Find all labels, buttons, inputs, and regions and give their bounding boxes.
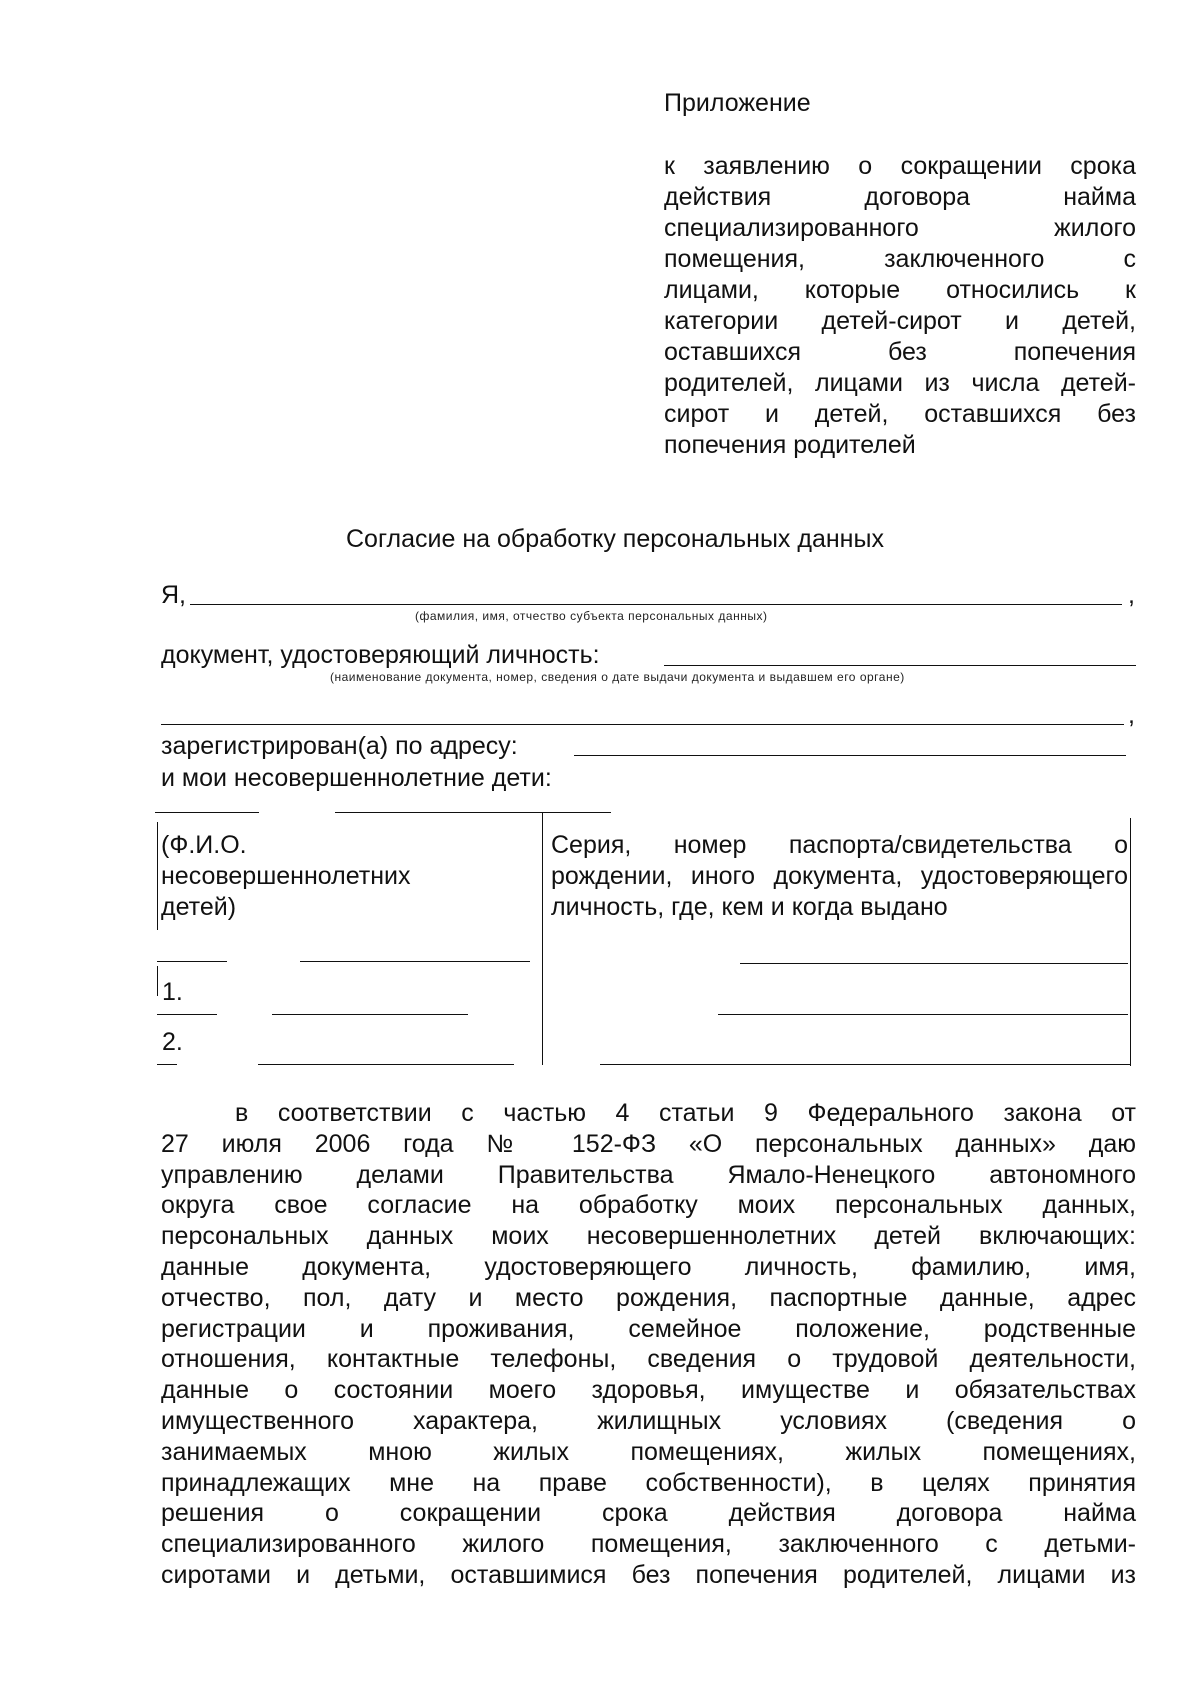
name-comma: , xyxy=(1128,581,1135,609)
body-text-line: имущественного характера, жилищных условиях (сведения о xyxy=(161,1406,1136,1435)
body-text-line: специализированного жилого помещения, заключенного с детьми- xyxy=(161,1530,1136,1559)
appendix-subtitle-line: сирот и детей, оставшихся без xyxy=(664,400,1136,428)
i-label: Я, xyxy=(161,581,186,609)
body-text-line: управлению делами Правительства Ямало-Ненецкого автономного xyxy=(161,1160,1136,1189)
name-field-line[interactable] xyxy=(190,604,1122,605)
table-row-border xyxy=(300,961,530,962)
body-text-line: решения о сокращении срока действия договора найма xyxy=(161,1499,1136,1528)
table-row-border xyxy=(157,961,227,962)
table-header-children-name: (Ф.И.О. несовершеннолетних детей) xyxy=(161,831,411,921)
table-row-border xyxy=(157,1014,217,1015)
address-label: зарегистрирован(а) по адресу: xyxy=(161,732,518,760)
document-label: документ, удостоверяющий личность: xyxy=(161,641,600,669)
document-comma: , xyxy=(1128,701,1135,729)
body-text-line: данные о состоянии моего здоровья, имуществе и обязательствах xyxy=(161,1376,1136,1405)
body-text-line: в соответствии с частью 4 статьи 9 Федерального закона от xyxy=(235,1099,1136,1127)
table-column-divider xyxy=(542,812,543,1065)
children-label: и мои несовершеннолетние дети: xyxy=(161,764,552,792)
name-hint: (фамилия, имя, отчество субъекта персональных данных) xyxy=(415,609,768,623)
table-row-number: 1. xyxy=(162,978,183,1006)
table-header-document: Серия, номер паспорта/свидетельства о рождении, иного документа, удостоверяющего личность, где, кем и когда выдано xyxy=(551,831,1128,921)
table-bottom-border xyxy=(157,1064,177,1065)
table-top-border xyxy=(335,812,611,813)
table-row-number: 2. xyxy=(162,1028,183,1056)
table-top-border xyxy=(155,812,259,813)
appendix-subtitle-line: лицами, которые относились к xyxy=(664,276,1136,304)
appendix-subtitle xyxy=(664,151,1136,461)
body-text-line: округа свое согласие на обработку моих персональных данных, xyxy=(161,1191,1136,1220)
table-right-border xyxy=(1130,818,1131,1066)
appendix-subtitle-line: действия договора найма xyxy=(664,183,1136,211)
table-bottom-border xyxy=(600,1064,1130,1065)
body-text-line: отношения, контактные телефоны, сведения о трудовой деятельности, xyxy=(161,1345,1136,1374)
body-text-line: данные документа, удостоверяющего личность, фамилию, имя, xyxy=(161,1252,1136,1281)
body-text-line: отчество, пол, дату и место рождения, паспортные данные, адрес xyxy=(161,1283,1136,1312)
body-text-line: принадлежащих мне на праве собственности), в целях принятия xyxy=(161,1468,1136,1497)
consent-body-text xyxy=(161,1098,1136,1591)
table-row-border xyxy=(740,963,1128,964)
body-text-line: занимаемых мною жилых помещениях, жилых помещениях, xyxy=(161,1437,1136,1466)
table-bottom-border xyxy=(258,1064,514,1065)
body-text-line: регистрации и проживания, семейное положение, родственные xyxy=(161,1314,1136,1343)
appendix-subtitle-line: помещения, заключенного с xyxy=(664,245,1136,273)
appendix-subtitle-line: родителей, лицами из числа детей- xyxy=(664,369,1136,397)
appendix-subtitle-line: специализированного жилого xyxy=(664,214,1136,242)
document-field-line[interactable] xyxy=(664,665,1136,666)
consent-title: Согласие на обработку персональных данных xyxy=(346,525,884,553)
body-text-line: 27 июля 2006 года № 152-ФЗ «О персональных данных» даю xyxy=(161,1129,1136,1158)
appendix-subtitle-line: попечения родителей xyxy=(664,431,916,459)
body-text-line: персональных данных моих несовершеннолетних детей включающих: xyxy=(161,1222,1136,1251)
table-row-border xyxy=(272,1014,468,1015)
table-left-border xyxy=(157,966,158,996)
table-left-border xyxy=(157,822,158,930)
document-hint: (наименование документа, номер, сведения о дате выдачи документа и выдавшем его органе) xyxy=(330,670,905,684)
table-row-border xyxy=(718,1014,1128,1015)
address-field-line[interactable] xyxy=(574,755,1126,756)
appendix-title: Приложение xyxy=(664,89,811,117)
appendix-subtitle-line: к заявлению о сокращении срока xyxy=(664,152,1136,180)
appendix-subtitle-line: категории детей-сирот и детей, xyxy=(664,307,1136,335)
body-text-line: сиротами и детьми, оставшимися без попечения родителей, лицами из xyxy=(161,1560,1136,1589)
document-continuation-line[interactable] xyxy=(161,724,1124,725)
appendix-subtitle-line: оставшихся без попечения xyxy=(664,338,1136,366)
